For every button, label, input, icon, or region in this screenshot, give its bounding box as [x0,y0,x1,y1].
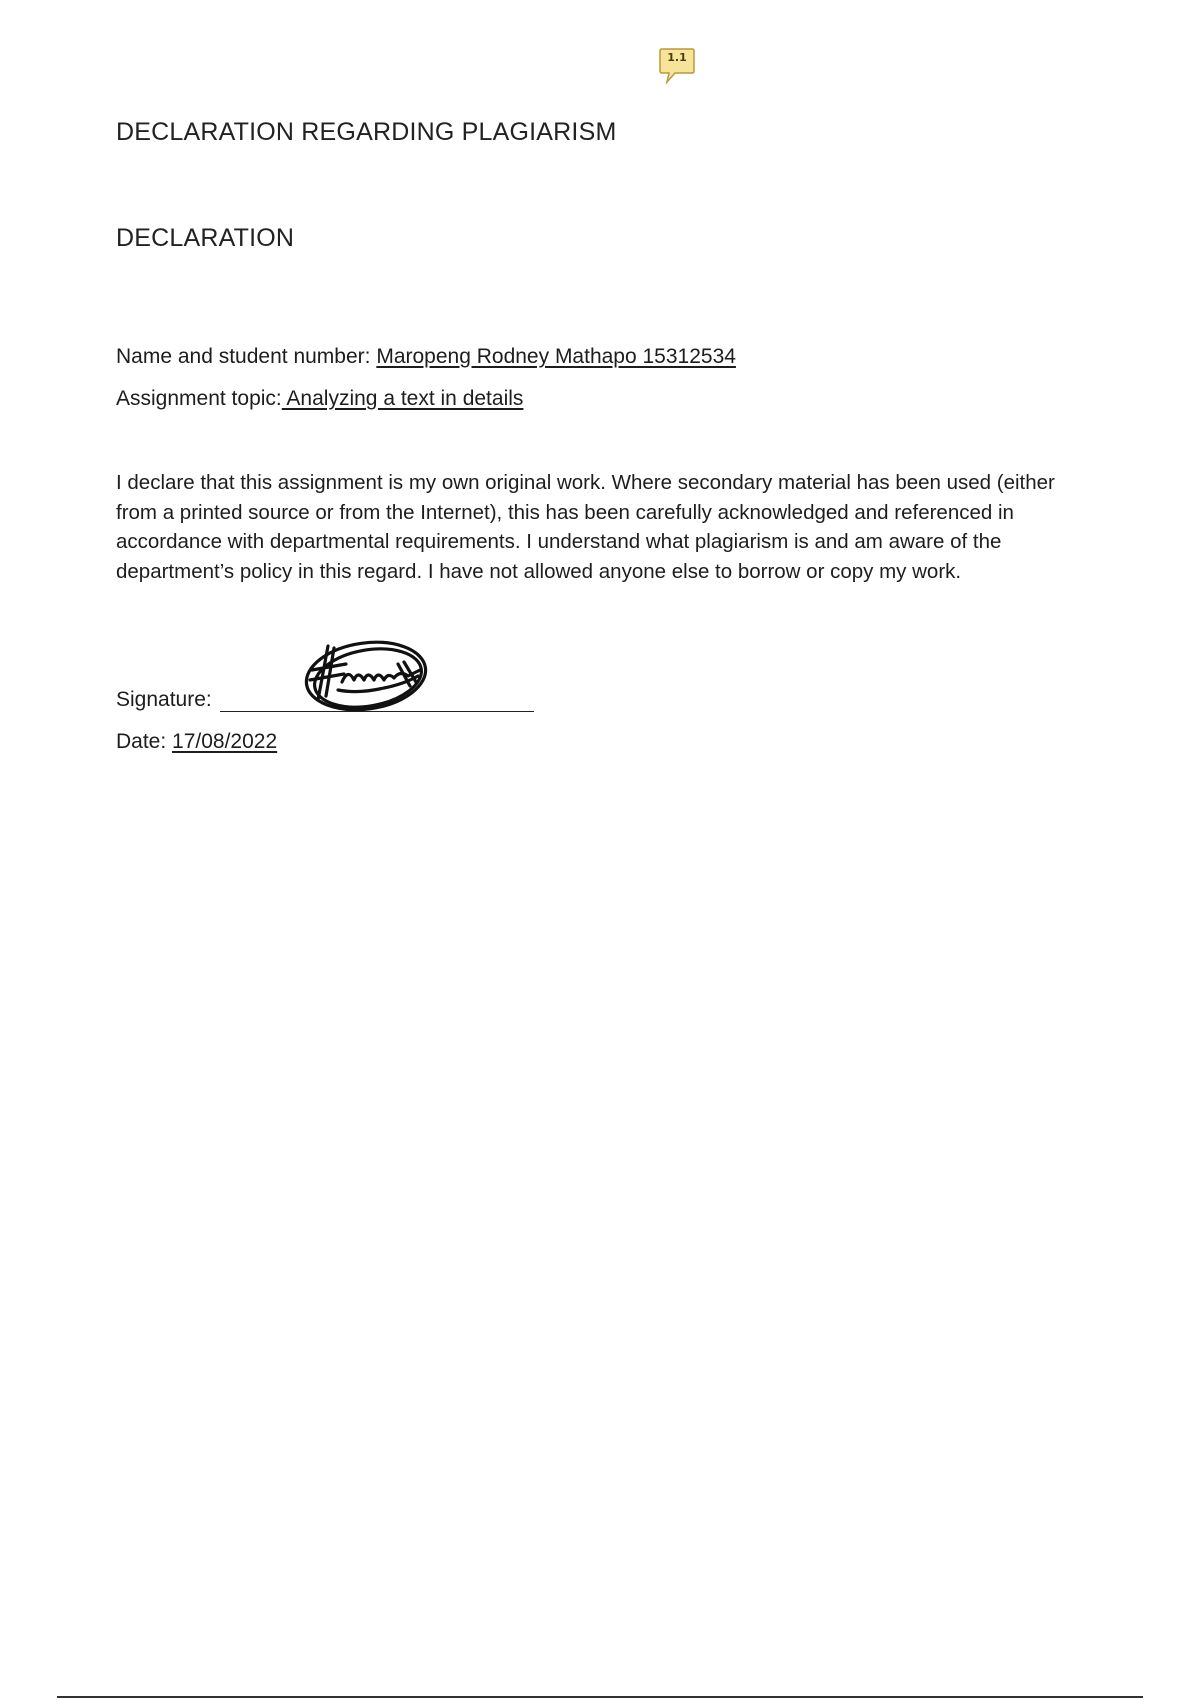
declaration-paragraph: I declare that this assignment is my own original work. Where secondary material has been used (either from a printed source or from the Internet), this has been carefully acknowledged and referenced in accordance with departmental requirements. I understand what plagiarism is and am aware of the department’s policy in this regard. I have not allowed anyone else to borrow or copy my work. [116,471,1055,583]
name-label: Name and student number: [116,345,377,368]
name-value: Maropeng Rodney Mathapo 15312534 [376,345,736,368]
comment-icon[interactable] [659,47,695,85]
signature-label: Signature: [116,688,212,711]
footer-divider [57,1696,1143,1698]
name-field [116,345,736,369]
topic-field [116,387,523,411]
date-label: Date: [116,730,173,753]
signature-field [116,688,212,712]
section-heading: DECLARATION [116,224,295,252]
date-field [116,730,277,754]
topic-label: Assignment topic: [116,387,282,410]
comment-number: 1.1 [667,51,687,64]
document-title: DECLARATION REGARDING PLAGIARISM [116,118,617,146]
topic-value: Analyzing a text in details [281,387,524,410]
handwritten-signature [298,634,432,718]
date-value: 17/08/2022 [172,730,278,753]
